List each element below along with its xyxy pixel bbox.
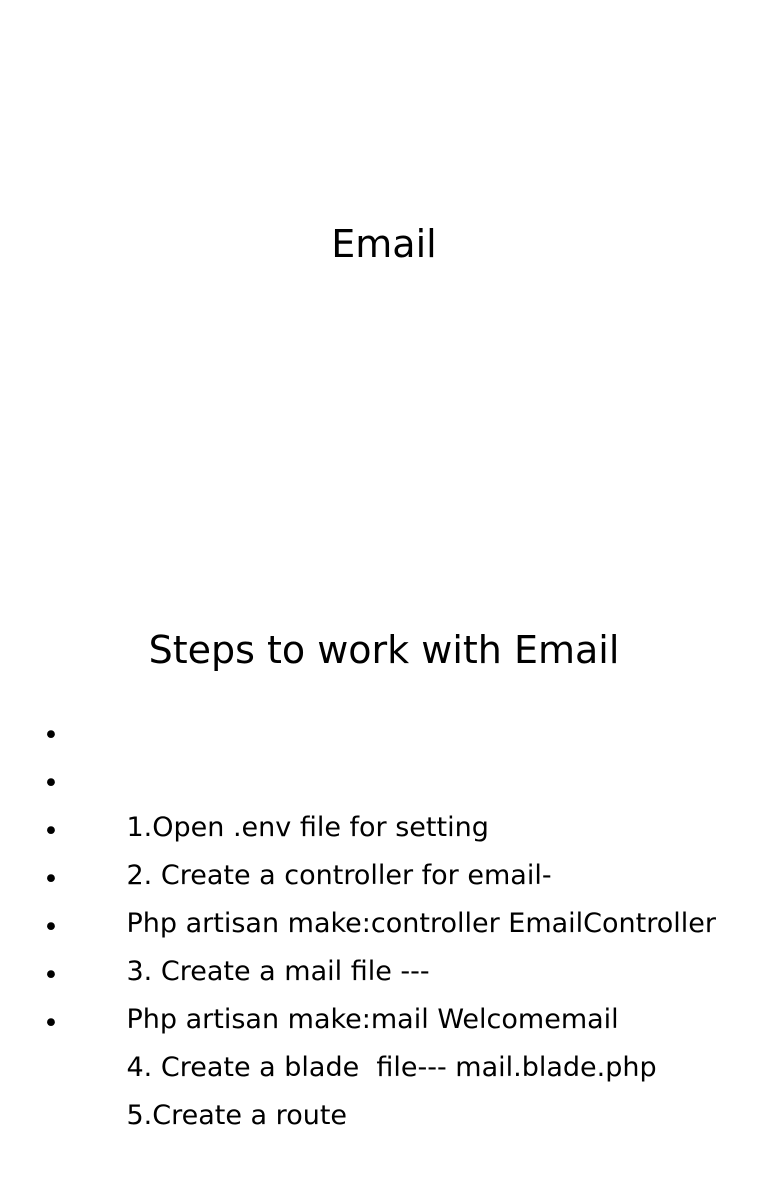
list-item-text: 1.Open .env file for setting: [126, 812, 489, 843]
bullet-icon: •: [43, 960, 59, 991]
list-item: [0, 713, 768, 843]
slide-email-title: [0, 0, 768, 576]
list-item-text: 5.Create a route: [126, 1100, 348, 1131]
bullet-icon: •: [43, 864, 59, 895]
steps-list: [0, 713, 768, 1131]
bullet-icon: •: [43, 912, 59, 943]
bullet-icon: •: [43, 816, 59, 847]
bullet-icon: •: [43, 720, 59, 751]
slide-title: Steps to work with Email: [148, 628, 620, 672]
list-item-text: Php artisan make:mail Welcomemail: [126, 1004, 619, 1035]
list-item-text: 4. Create a blade file--- mail.blade.php: [126, 1052, 657, 1083]
bullet-icon: •: [43, 1008, 59, 1039]
slide-steps: [0, 576, 768, 1131]
list-item-text: 2. Create a controller for email-: [126, 860, 552, 891]
bullet-icon: •: [43, 768, 59, 799]
slide-title: Email: [331, 222, 437, 266]
list-item-text: Php artisan make:controller EmailController: [126, 908, 716, 939]
list-item-text: 3. Create a mail file ---: [126, 956, 430, 987]
